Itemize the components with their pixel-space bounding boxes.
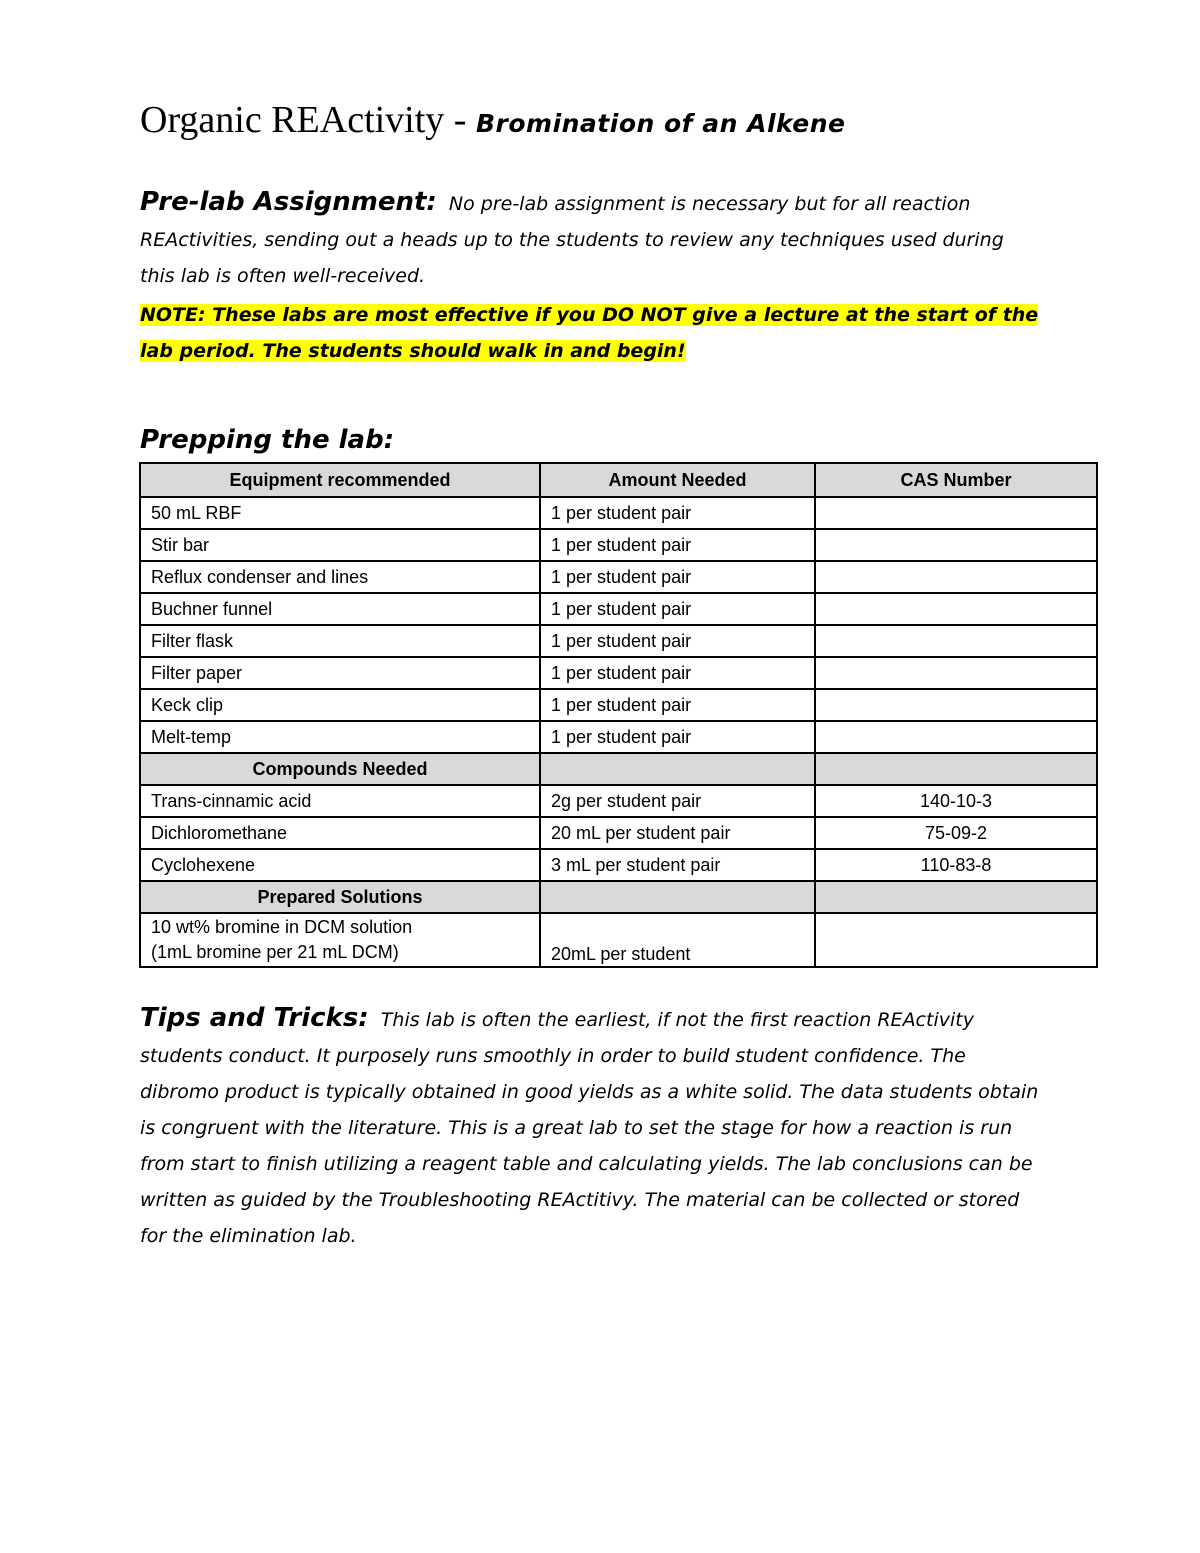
header-equipment: Equipment recommended xyxy=(140,463,540,497)
table-row xyxy=(140,817,1097,849)
equipment-cas xyxy=(815,721,1097,753)
compounds-group-row xyxy=(140,753,1097,785)
solution-line-2: (1mL bromine per 21 mL DCM) xyxy=(151,942,399,962)
solution-cas xyxy=(815,913,1097,967)
equipment-amount: 1 per student pair xyxy=(540,721,815,753)
equipment-cas xyxy=(815,529,1097,561)
header-cas: CAS Number xyxy=(815,463,1097,497)
equipment-cas xyxy=(815,625,1097,657)
prelab-text: No pre-lab assignment is necessary but for all reaction REActivities, sending out a heads up to the students to review any techniques used during this lab is often well-received. xyxy=(140,193,1004,287)
table-row xyxy=(140,529,1097,561)
solution-line-1: 10 wt% bromine in DCM solution xyxy=(151,917,413,937)
equipment-amount: 1 per student pair xyxy=(540,593,815,625)
solutions-group-label: Prepared Solutions xyxy=(140,881,540,913)
equipment-amount: 1 per student pair xyxy=(540,529,815,561)
table-header-row xyxy=(140,463,1097,497)
tips-heading: Tips and Tricks: xyxy=(140,1003,369,1033)
group-empty-cell xyxy=(815,881,1097,913)
table-row xyxy=(140,625,1097,657)
compound-amount: 3 mL per student pair xyxy=(540,849,815,881)
header-amount: Amount Needed xyxy=(540,463,815,497)
prelab-note xyxy=(140,297,1040,369)
equipment-cas xyxy=(815,497,1097,529)
solution-amount: 20mL per student xyxy=(540,913,815,967)
equipment-cas xyxy=(815,561,1097,593)
title-separator: - xyxy=(444,99,476,141)
group-empty-cell xyxy=(540,881,815,913)
equipment-amount: 1 per student pair xyxy=(540,497,815,529)
compound-cas: 110-83-8 xyxy=(815,849,1097,881)
solution-item xyxy=(140,913,540,967)
title-main: Organic REActivity xyxy=(140,99,445,141)
equipment-item: Filter flask xyxy=(140,625,540,657)
table-row xyxy=(140,497,1097,529)
compound-cas: 140-10-3 xyxy=(815,785,1097,817)
equipment-item: 50 mL RBF xyxy=(140,497,540,529)
equipment-item: Stir bar xyxy=(140,529,540,561)
equipment-amount: 1 per student pair xyxy=(540,561,815,593)
equipment-item: Keck clip xyxy=(140,689,540,721)
group-empty-cell xyxy=(815,753,1097,785)
prepping-heading: Prepping the lab: xyxy=(140,425,395,455)
table-row xyxy=(140,785,1097,817)
compound-item: Dichloromethane xyxy=(140,817,540,849)
compound-cas: 75-09-2 xyxy=(815,817,1097,849)
group-empty-cell xyxy=(540,753,815,785)
compound-item: Trans-cinnamic acid xyxy=(140,785,540,817)
table-row xyxy=(140,721,1097,753)
equipment-amount: 1 per student pair xyxy=(540,625,815,657)
solutions-group-row xyxy=(140,881,1097,913)
equipment-item: Buchner funnel xyxy=(140,593,540,625)
compound-amount: 2g per student pair xyxy=(540,785,815,817)
prelab-heading: Pre-lab Assignment: xyxy=(140,187,437,217)
equipment-item: Filter paper xyxy=(140,657,540,689)
page-title xyxy=(140,98,846,146)
compounds-group-label: Compounds Needed xyxy=(140,753,540,785)
title-subtitle: Bromination of an Alkene xyxy=(475,109,846,138)
tips-text: This lab is often the earliest, if not the first reaction REActivity students conduct. It purposely runs smoothly in order to build student confidence. The dibromo product is typically obtained in good yields as a white solid. The data students obtain is congruent with the literature. This is a great lab to set the stage for how a reaction is run from start to finish utilizing a reagent table and calculating yields. The lab conclusions can be written as guided by the Troubleshooting REActitivy. The material can be collected or stored for the elimination lab. xyxy=(140,1009,1039,1247)
compound-item: Cyclohexene xyxy=(140,849,540,881)
table-row xyxy=(140,593,1097,625)
equipment-cas xyxy=(815,593,1097,625)
materials-table xyxy=(139,462,1098,968)
equipment-cas xyxy=(815,657,1097,689)
table-row xyxy=(140,561,1097,593)
prelab-note-text: NOTE: These labs are most effective if you DO NOT give a lecture at the start of the lab period. The students should walk in and begin! xyxy=(140,304,1039,362)
prelab-section xyxy=(140,184,1040,294)
equipment-item: Melt-temp xyxy=(140,721,540,753)
equipment-item: Reflux condenser and lines xyxy=(140,561,540,593)
equipment-amount: 1 per student pair xyxy=(540,689,815,721)
table-row xyxy=(140,849,1097,881)
table-row xyxy=(140,689,1097,721)
equipment-amount: 1 per student pair xyxy=(540,657,815,689)
table-row xyxy=(140,657,1097,689)
tips-section xyxy=(140,1000,1040,1254)
compound-amount: 20 mL per student pair xyxy=(540,817,815,849)
table-row xyxy=(140,913,1097,967)
equipment-cas xyxy=(815,689,1097,721)
